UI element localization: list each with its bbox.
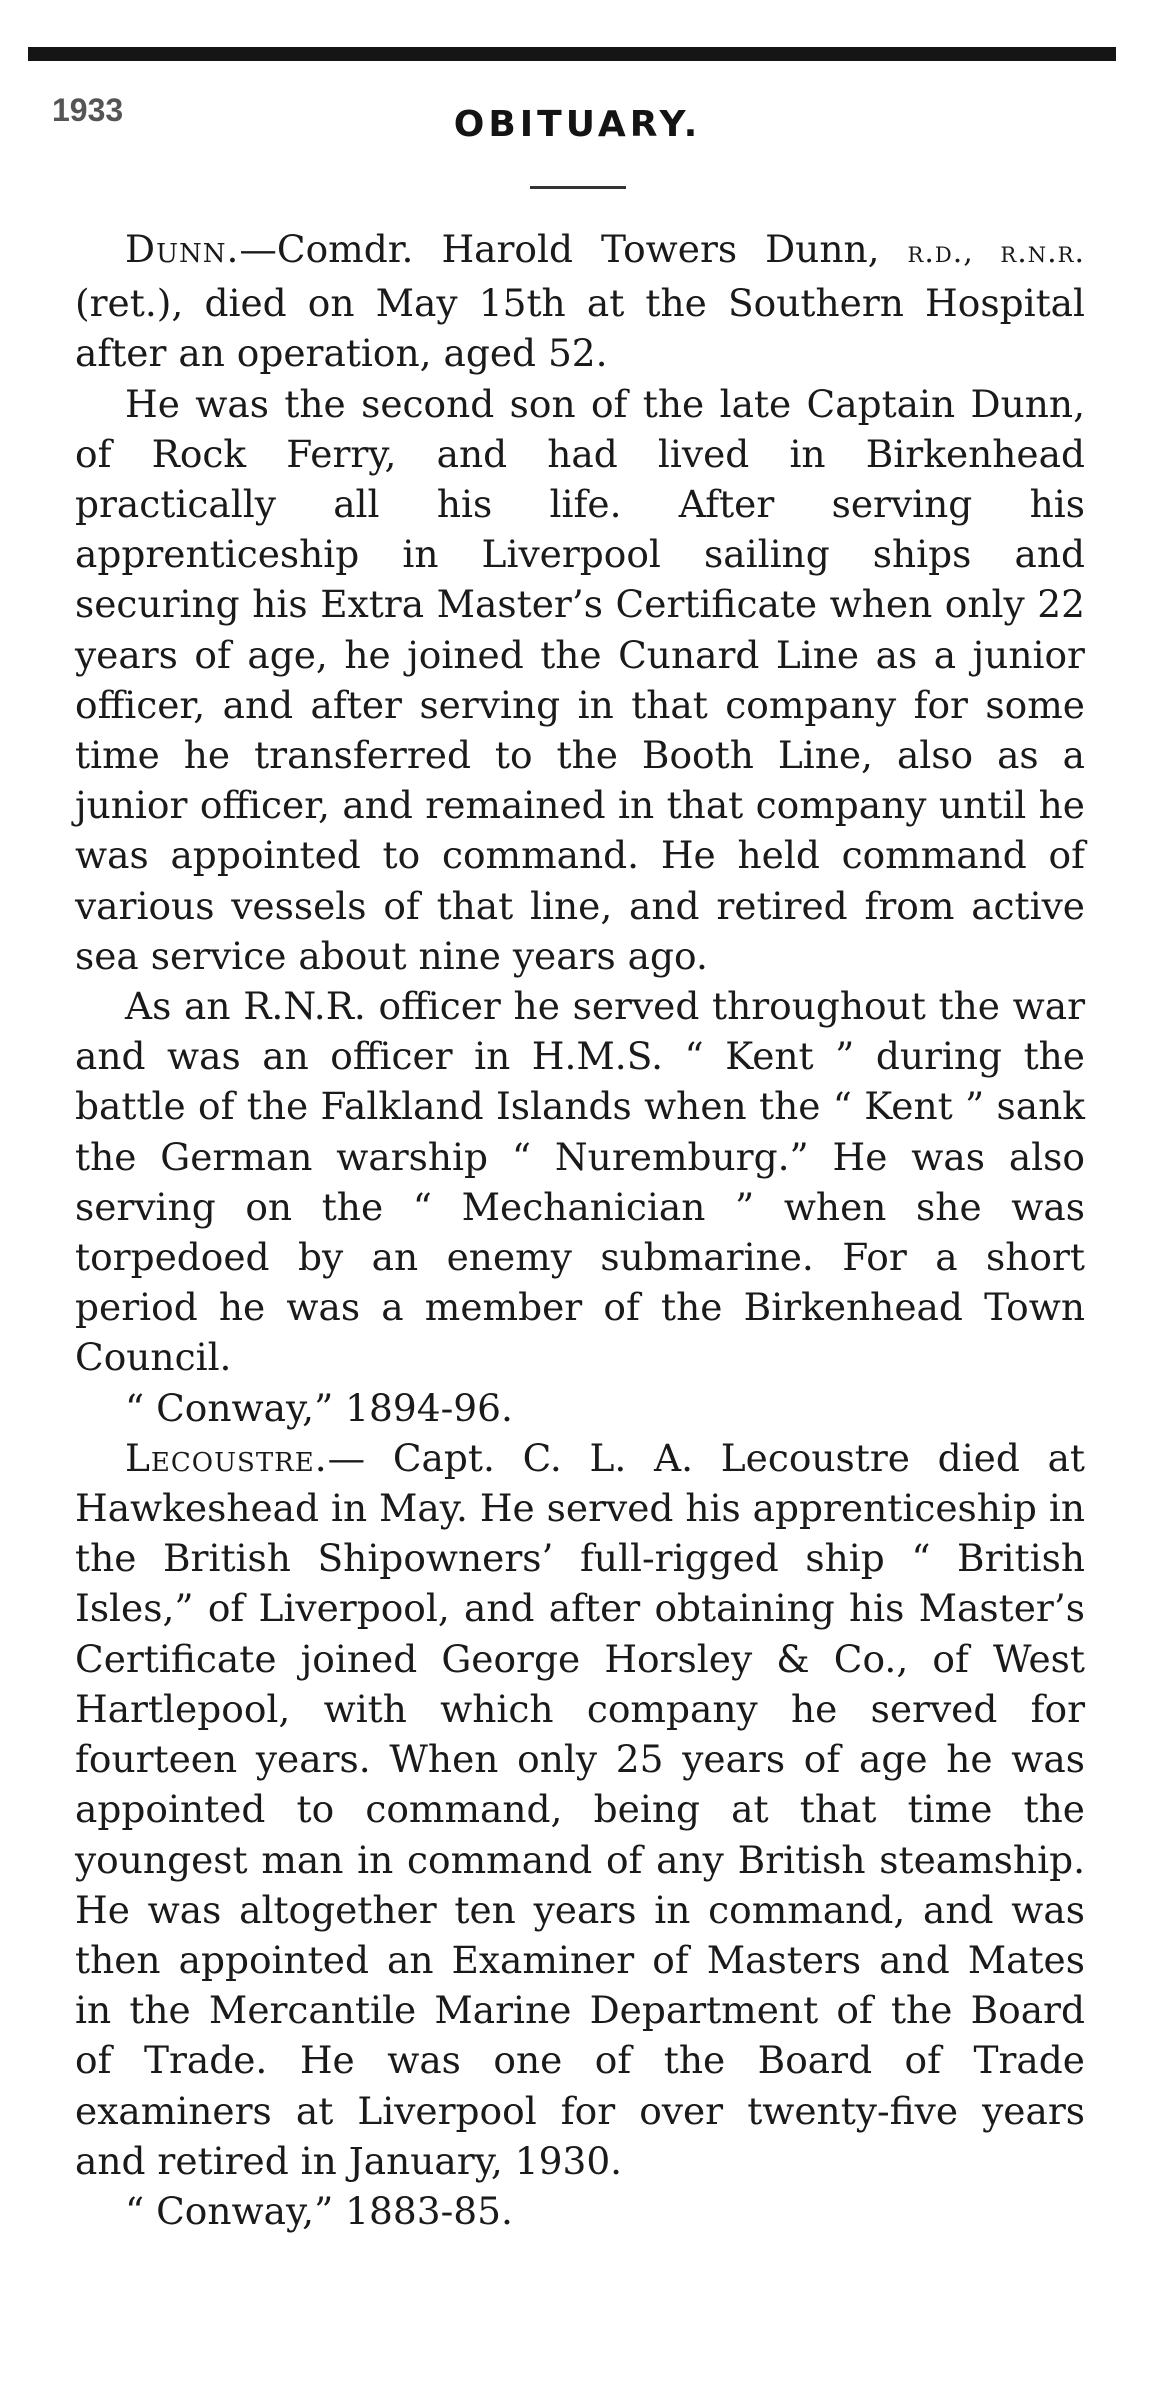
- year-label: 1933: [52, 92, 124, 128]
- obituary-intro-text: —Comdr. Harold Towers Dunn,: [239, 227, 880, 271]
- obituary-surname: Dunn.: [125, 227, 240, 271]
- obituary-rank: r.d., r.n.r.: [907, 235, 1085, 270]
- obituary-lecoustre: [75, 1433, 1085, 2236]
- conway-years: “ Conway,” 1883-85.: [125, 2188, 513, 2233]
- obituary-surname: Lecoustre.: [125, 1435, 328, 1480]
- page-title: OBITUARY.: [453, 104, 702, 145]
- obituary-intro-text: — Capt. C. L. A. Lecoustre died at Hawkeshead in May. He served his apprenticeship in the British Shipowners’ full-rigged ship “ British Isles,” of Liverpool, and after obtaining his Master’s Certificate joined George Horsley & Co., of West Hartlepool, with which company he served for fourteen years. When only 25 years of age he was appointed to command, being at that time the youngest man in command of any British steamship. He was altogether ten years in command, and was then appointed an Examiner of Masters and Mates in the Mercantile Marine Department of the Board of Trade. He was one of the Board of Trade examiners at Liverpool for over twenty-five years and retired in January, 1930.: [75, 1435, 1085, 2183]
- conway-years: “ Conway,” 1894-96.: [125, 1385, 513, 1430]
- obituary-paragraph: As an R.N.R. officer he served throughout the war and was an officer in H.M.S. “ Kent ” during the battle of the Falkland Islands when the “ Kent ” sank the German warship “ Nuremburg.” He was also serving on the “ Mechanician ” when she was torpedoed by an enemy submarine. For a short period he was a member of the Birkenhead Town Council.: [75, 984, 1085, 1380]
- top-rule: [28, 47, 1116, 61]
- obituary-dunn: [75, 224, 1085, 1433]
- obituary-column: [75, 224, 1085, 2236]
- title-divider: [530, 186, 626, 189]
- obituary-intro: [75, 224, 1085, 379]
- obituary-intro: [75, 1433, 1085, 2186]
- obituary-intro-rest: (ret.), died on May 15th at the Southern Hospital after an operation, aged 52.: [75, 281, 1085, 376]
- obituary-paragraph: He was the second son of the late Captain Dunn, of Rock Ferry, and had lived in Birkenhead practically all his life. After serving his apprenticeship in Liverpool sailing ships and securing his Extra Master’s Certificate when only 22 years of age, he joined the Cunard Line as a junior officer, and after serving in that company for some time he transferred to the Booth Line, also as a junior officer, and remained in that company until he was appointed to command. He held command of various vessels of that line, and retired from active sea service about nine years ago.: [75, 381, 1085, 978]
